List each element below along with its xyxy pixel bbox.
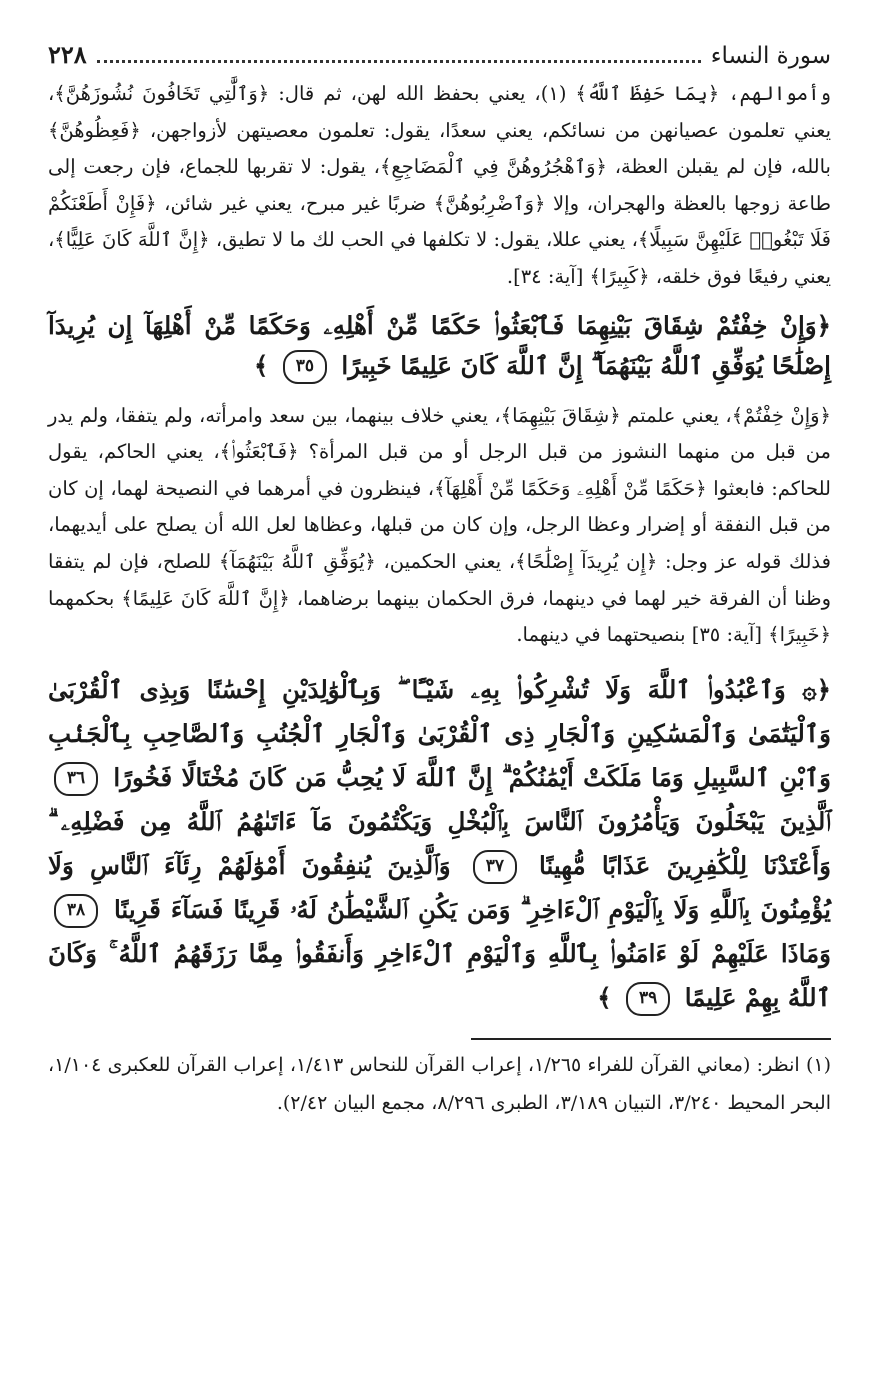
surah-title: سورة النساء	[710, 43, 831, 69]
verse-text-35: ﴿وَإِنْ خِفْتُمْ شِقَاقَ بَيْنِهِمَا فَٱبْعَثُوا۟ حَكَمًا مِّنْ أَهْلِهِۦ وَحَكَمًا مِّنْ أَهْلِهَآ إِن يُرِيدَآ إِصْلَٰحًا يُوَفِّقِ ٱللَّهُ بَيْنَهُمَآ ۗ إِنَّ ٱللَّهَ كَانَ عَلِيمًا خَبِيرًا	[48, 310, 831, 380]
verse-text-39: وَمَاذَا عَلَيْهِمْ لَوْ ءَامَنُوا۟ بِٱللَّهِ وَٱلْيَوْمِ ٱلْءَاخِرِ وَأَنفَقُوا۟ مِمَّا رَزَقَهُمُ ٱللَّهُ ۚ وَكَانَ ٱللَّهُ بِهِمْ عَلِيمًا	[48, 938, 831, 1012]
ayah-number-39: ٣٩	[626, 982, 670, 1016]
running-header	[48, 40, 831, 76]
footnote: (١) انظر: (معاني القرآن للفراء ١/٢٦٥، إعراب القرآن للنحاس ١/٤١٣، إعراب القرآن للعكبرى ١/١٠٤، البحر المحيط ٣/٢٤٠، التبيان ٣/١٨٩، الطبرى ٨/٢٩٦، مجمع البيان ٢/٤٢).	[48, 1053, 831, 1114]
commentary-paragraph-1: وأموالهم، ﴿بِمَا حَفِظَ ٱللَّهُ﴾ (١)، يعني بحفظ الله لهن، ثم قال: ﴿وَٱلَّٰتِي تَخَافُونَ نُشُوزَهُنَّ﴾، يعني تعلمون عصيانهن من نسائكم، يعني سعدًا، يقول: تعلمون معصيتهن لأزواجهن، ﴿فَعِظُوهُنَّ﴾ بالله، فإن لم يقبلن العظة، ﴿وَٱهْجُرُوهُنَّ فِي ٱلْمَضَاجِعِ﴾، يقول: لا تقربها للجماع، فإن رجعت إلى طاعة زوجها بالعظة والهجران، وإلا ﴿وَٱضْرِبُوهُنَّ﴾ ضربًا غير مبرح، يعني غير شائن، ﴿فَإِنْ أَطَعْنَكُمْ فَلَا تَبْغُوا۟ عَلَيْهِنَّ سَبِيلًا﴾، يعني عللا، يقول: لا تكلفها في الحب لك ما لا تطيق، ﴿إِنَّ ٱللَّهَ كَانَ عَلِيًّا﴾، يعني رفيعًا فوق خلقه، ﴿كَبِيرًا﴾ [آية: ٣٤].	[48, 82, 831, 288]
verse-block-36-39	[48, 668, 831, 1020]
verse-block-35	[48, 306, 831, 386]
closing-bracket: ﴾	[597, 982, 612, 1012]
closing-bracket: ﴾	[254, 350, 269, 380]
ayah-number-37: ٣٧	[473, 850, 517, 884]
ayah-number-35: ٣٥	[283, 350, 327, 384]
verse-text-38: وَٱلَّذِينَ يُنفِقُونَ أَمْوَٰلَهُمْ رِئَآءَ ٱلنَّاسِ وَلَا يُؤْمِنُونَ بِٱللَّهِ وَلَا بِٱلْيَوْمِ ٱلْءَاخِرِ ۗ وَمَن يَكُنِ ٱلشَّيْطَٰنُ لَهُۥ قَرِينًا فَسَآءَ قَرِينًا	[48, 850, 831, 924]
ayah-number-36: ٣٦	[54, 762, 98, 796]
verse-text-37: ٱلَّذِينَ يَبْخَلُونَ وَيَأْمُرُونَ ٱلنَّاسَ بِٱلْبُخْلِ وَيَكْتُمُونَ مَآ ءَاتَىٰهُمُ ٱللَّهُ مِن فَضْلِهِۦ ۗ وَأَعْتَدْنَا لِلْكَٰفِرِينَ عَذَابًا مُّهِينًا	[48, 806, 832, 880]
footnote-rule	[471, 1038, 831, 1040]
commentary-paragraph-2: ﴿وَإِنْ خِفْتُمْ﴾، يعني علمتم ﴿شِقَاقَ بَيْنِهِمَا﴾، يعني خلاف بينهما، بين سعد وامرأته، ولم يتفقا، ولم يدر من قبل من منهما النشوز من قبل الرجل أو من قبل المرأة؟ ﴿فَٱبْعَثُوا۟﴾، يعني الحاكم، يقول للحاكم: فابعثوا ﴿حَكَمًا مِّنْ أَهْلِهِۦ وَحَكَمًا مِّنْ أَهْلِهَآ﴾، فينظرون في أمرهما في النصيحة لهما، إن كان من قبل النفقة أو إضرار وعظا الرجل، وإن كان من قبلها، وعظاها لعل الله أن يصلح على أيديهما، فذلك قوله عز وجل: ﴿إِن يُرِيدَآ إِصْلَٰحًا﴾، يعني الحكمين، ﴿يُوَفِّقِ ٱللَّهُ بَيْنَهُمَآ﴾ للصلح، فإن لم يتفقا وظنا أن الفرقة خير لهما في دينهما، فرق الحكمان بينهما برضاهما، ﴿إِنَّ ٱللَّهَ كَانَ عَلِيمًا﴾ بحكمهما ﴿خَبِيرًا﴾ [آية: ٣٥] بنصيحتهما في دينهما.	[48, 403, 831, 647]
ayah-number-38: ٣٨	[54, 894, 98, 928]
page-number: ٢٢٨	[48, 40, 87, 69]
verse-text-36: ﴿۞ وَٱعْبُدُوا۟ ٱللَّهَ وَلَا تُشْرِكُوا۟ بِهِۦ شَيْـًٔا ۖ وَبِٱلْوَٰلِدَيْنِ إِحْسَٰنًا وَبِذِى ٱلْقُرْبَىٰ وَٱلْيَتَٰمَىٰ وَٱلْمَسَٰكِينِ وَٱلْجَارِ ذِى ٱلْقُرْبَىٰ وَٱلْجَارِ ٱلْجُنُبِ وَٱلصَّاحِبِ بِٱلْجَنۢبِ وَٱبْنِ ٱلسَّبِيلِ وَمَا مَلَكَتْ أَيْمَٰنُكُمْ ۗ إِنَّ ٱللَّهَ لَا يُحِبُّ مَن كَانَ مُخْتَالًا فَخُورًا	[48, 674, 831, 792]
dotted-leader	[97, 46, 701, 63]
